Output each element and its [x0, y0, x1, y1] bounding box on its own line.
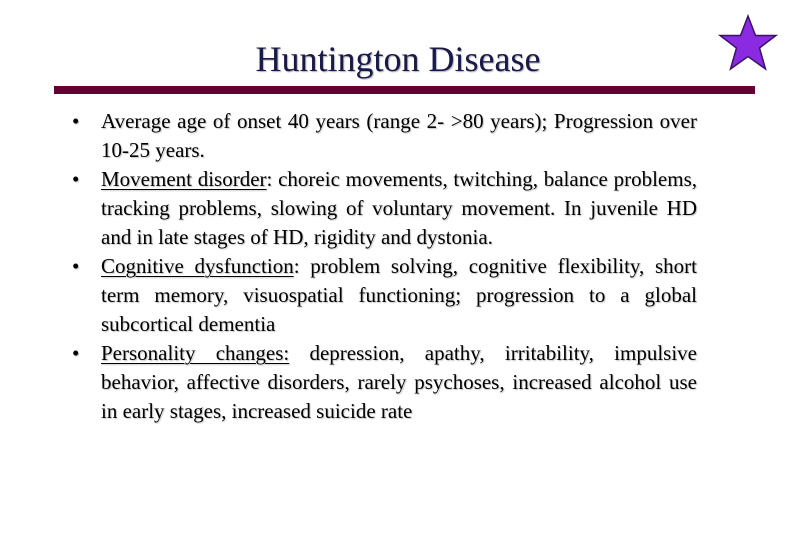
bullet-text: : problem solving, cognitive flexibility, short term memory, visuospatial functioning; progression to a global subcortical dementia [101, 254, 697, 336]
slide-title: Huntington Disease [255, 39, 541, 79]
bullet-onset [72, 107, 697, 165]
bullet-text: : choreic movements, twitching, balance problems, tracking problems, slowing of voluntary movement. In juvenile HD and in late stages of HD, rigidity and dystonia. [101, 167, 697, 249]
bullet-term: Cognitive dysfunction [101, 254, 294, 278]
bullet-text: Average age of onset 40 years (range 2- >80 years); Progression over 10-25 years. [101, 109, 697, 162]
bullet-list [72, 107, 697, 426]
bullet-marker: • [72, 167, 80, 191]
bullet-term: Movement disorder [101, 167, 267, 191]
bullet-term: Personality changes: [101, 341, 290, 365]
bullet-cognitive-dysfunction [72, 252, 697, 339]
title-divider [54, 86, 755, 94]
bullet-personality-changes [72, 339, 697, 426]
bullet-movement-disorder [72, 165, 697, 252]
bullet-marker: • [72, 109, 80, 133]
bullet-marker: • [72, 341, 80, 365]
bullet-text: depression, apathy, irritability, impulsive behavior, affective disorders, rarely psychoses, increased alcohol use in early stages, increased suicide rate [101, 341, 697, 423]
star-icon [718, 14, 778, 72]
bullet-marker: • [72, 254, 80, 278]
